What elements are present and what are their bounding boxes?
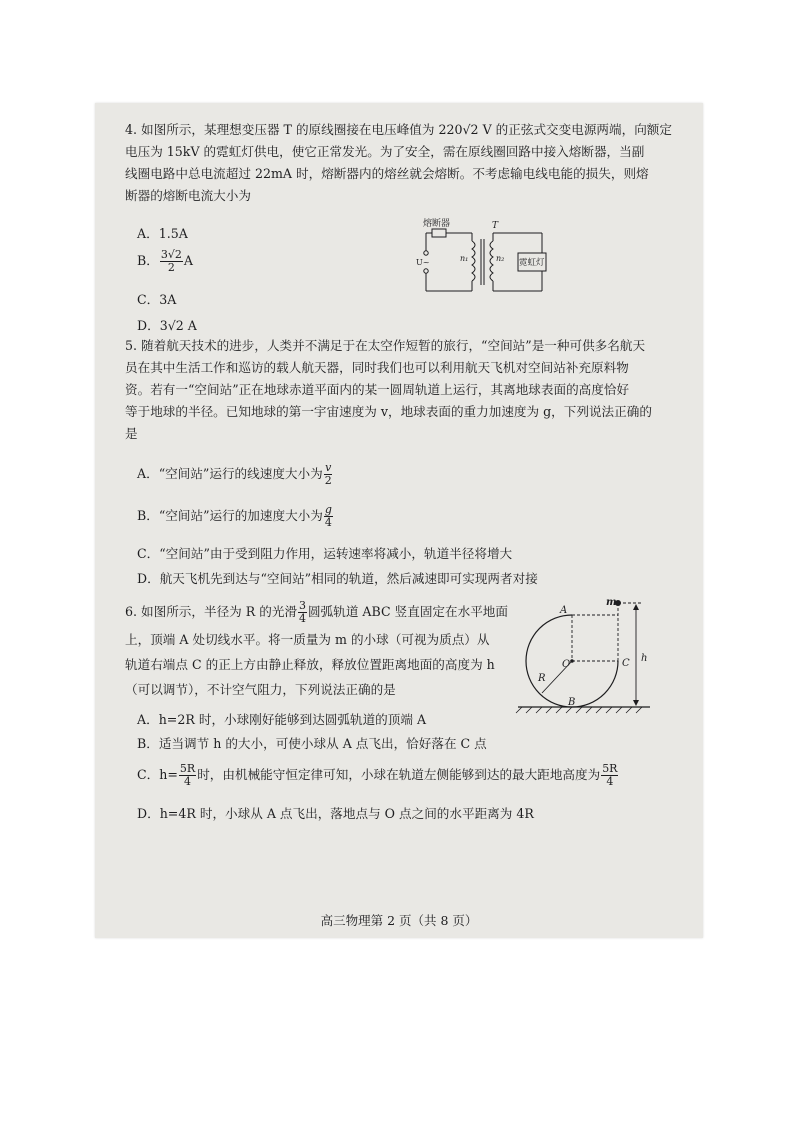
circular-track-diagram [510, 593, 700, 723]
q5-line-2: 员在其中生活工作和巡访的载人航天器，同时我们也可以利用航天飞机对空间站补充原料物 [125, 360, 629, 375]
q6-option-c-num-1: 5R [179, 762, 196, 775]
q6-line-1a: 6. 如图所示，半径为 R 的光滑 [125, 604, 298, 619]
q6-line-1b: 圆弧轨道 ABC 竖直固定在水平地面 [308, 604, 508, 619]
q6-option-c-mid: 时，由机械能守恒定律可知，小球在轨道左侧能够到达的最大距地高度为 [197, 767, 601, 782]
q6-option-d: D．h=4R 时，小球从 A 点飞出，落地点与 O 点之间的水平距离为 4R [137, 806, 534, 821]
question-6 [125, 600, 545, 701]
q4-line-3: 线圈电路中总电流超过 22mA 时，熔断器内的熔丝就会熔断。不考虑输电线电能的损失，则熔 [125, 166, 649, 181]
q6-option-c [137, 763, 619, 788]
q5-option-b [137, 504, 334, 529]
question-4 [125, 119, 685, 207]
neon-lamp-label: 霓虹灯 [519, 258, 545, 268]
q5-line-5: 是 [125, 426, 138, 441]
point-b-label: B [568, 697, 576, 708]
n1-label: n₁ [460, 254, 469, 263]
point-c-label: C [622, 658, 630, 669]
q5-option-a-num: v [325, 461, 332, 474]
mass-label: m [606, 597, 617, 608]
q6-line-1-num: 3 [299, 599, 307, 612]
q4-option-d: D．3√2 A [137, 318, 197, 333]
point-a-label: A [560, 605, 568, 616]
center-point [570, 659, 574, 663]
q4-option-b-fraction [160, 249, 183, 274]
q6-option-c-den-1: 4 [184, 775, 192, 788]
q6-line-4: （可以调节），不计空气阻力，下列说法正确的是 [125, 682, 396, 697]
transformer-t-label: T [492, 221, 499, 231]
q5-line-4: 等于地球的半径。已知地球的第一宇宙速度为 v，地球表面的重力加速度为 g，下列说法正确的 [125, 404, 652, 419]
q6-line-3: 轨道右端点 C 的正上方由静止释放，释放位置距离地面的高度为 h [125, 657, 495, 672]
q4-option-b [137, 249, 193, 274]
q6-line-1 [125, 600, 545, 625]
q5-option-b-fraction [324, 504, 333, 529]
q4-line-2: 电压为 15kV 的霓虹灯供电，使它正常发光。为了安全，需在原线圈回路中接入熔断器，当副 [125, 144, 645, 159]
q4-line-4: 断器的熔断电流大小为 [125, 188, 251, 203]
voltage-label: U~ [416, 258, 430, 267]
q4-option-b-label: B． [137, 253, 159, 268]
q6-option-a: A．h=2R 时，小球刚好能够到达圆弧轨道的顶端 A [137, 712, 427, 727]
q4-option-b-num: 3√2 [160, 248, 182, 261]
terminal-top [424, 251, 428, 255]
q6-line-1-den: 4 [299, 612, 307, 625]
q5-option-b-den: 4 [324, 516, 332, 529]
q6-option-c-num-2: 5R [602, 762, 618, 775]
q5-option-c: C．“空间站”由于受到阻力作用，运转速率将减小，轨道半径将增大 [137, 546, 513, 561]
q4-option-b-den: 2 [167, 261, 175, 274]
q5-option-a-den: 2 [324, 474, 332, 487]
terminal-bottom [424, 269, 428, 273]
q5-line-3: 资。若有一“空间站”正在地球赤道平面内的某一圆周轨道上运行，其离地球表面的高度恰好 [125, 382, 630, 397]
radius-label: R [538, 673, 546, 684]
q4-option-a: A．1.5A [137, 226, 188, 241]
page-footer: 高三物理第 2 页（共 8 页） [320, 913, 478, 928]
height-label: h [641, 653, 648, 664]
q5-option-b-text: B．“空间站”运行的加速度大小为 [137, 508, 323, 523]
exam-page [95, 103, 703, 938]
q6-line-1-fraction [298, 600, 307, 625]
q5-option-a-text: A．“空间站”运行的线速度大小为 [137, 466, 323, 481]
n2-label: n₂ [496, 254, 505, 263]
q4-line-1: 4. 如图所示，某理想变压器 T 的原线圈接在电压峰值为 220√2 V 的正弦式交变电源两端，向额定 [125, 122, 672, 137]
q6-option-c-fraction-1 [179, 763, 196, 788]
point-o-label: O [562, 659, 571, 670]
transformer-diagram [416, 219, 550, 301]
q6-line-2: 上，顶端 A 处切线水平。将一质量为 m 的小球（可视为质点）从 [125, 632, 490, 647]
q6-option-c-pre: C．h= [137, 767, 178, 782]
q5-line-1: 5. 随着航天技术的进步，人类并不满足于在太空作短暂的旅行，“空间站”是一种可供多名航天 [125, 338, 646, 353]
q6-option-c-fraction-2 [601, 763, 618, 788]
fuse-text: 熔断器 [423, 219, 451, 229]
q4-option-c: C．3A [137, 292, 177, 307]
q5-option-b-num: g [324, 503, 332, 516]
q5-option-a-fraction [324, 462, 333, 487]
q6-option-b: B．适当调节 h 的大小，可使小球从 A 点飞出，恰好落在 C 点 [137, 736, 487, 751]
q4-option-b-unit: A [183, 253, 193, 268]
q5-option-d: D．航天飞机先到达与“空间站”相同的轨道，然后减速即可实现两者对接 [137, 571, 538, 586]
question-5 [125, 335, 685, 445]
q5-option-a [137, 462, 334, 487]
q6-option-c-den-2: 4 [606, 775, 614, 788]
